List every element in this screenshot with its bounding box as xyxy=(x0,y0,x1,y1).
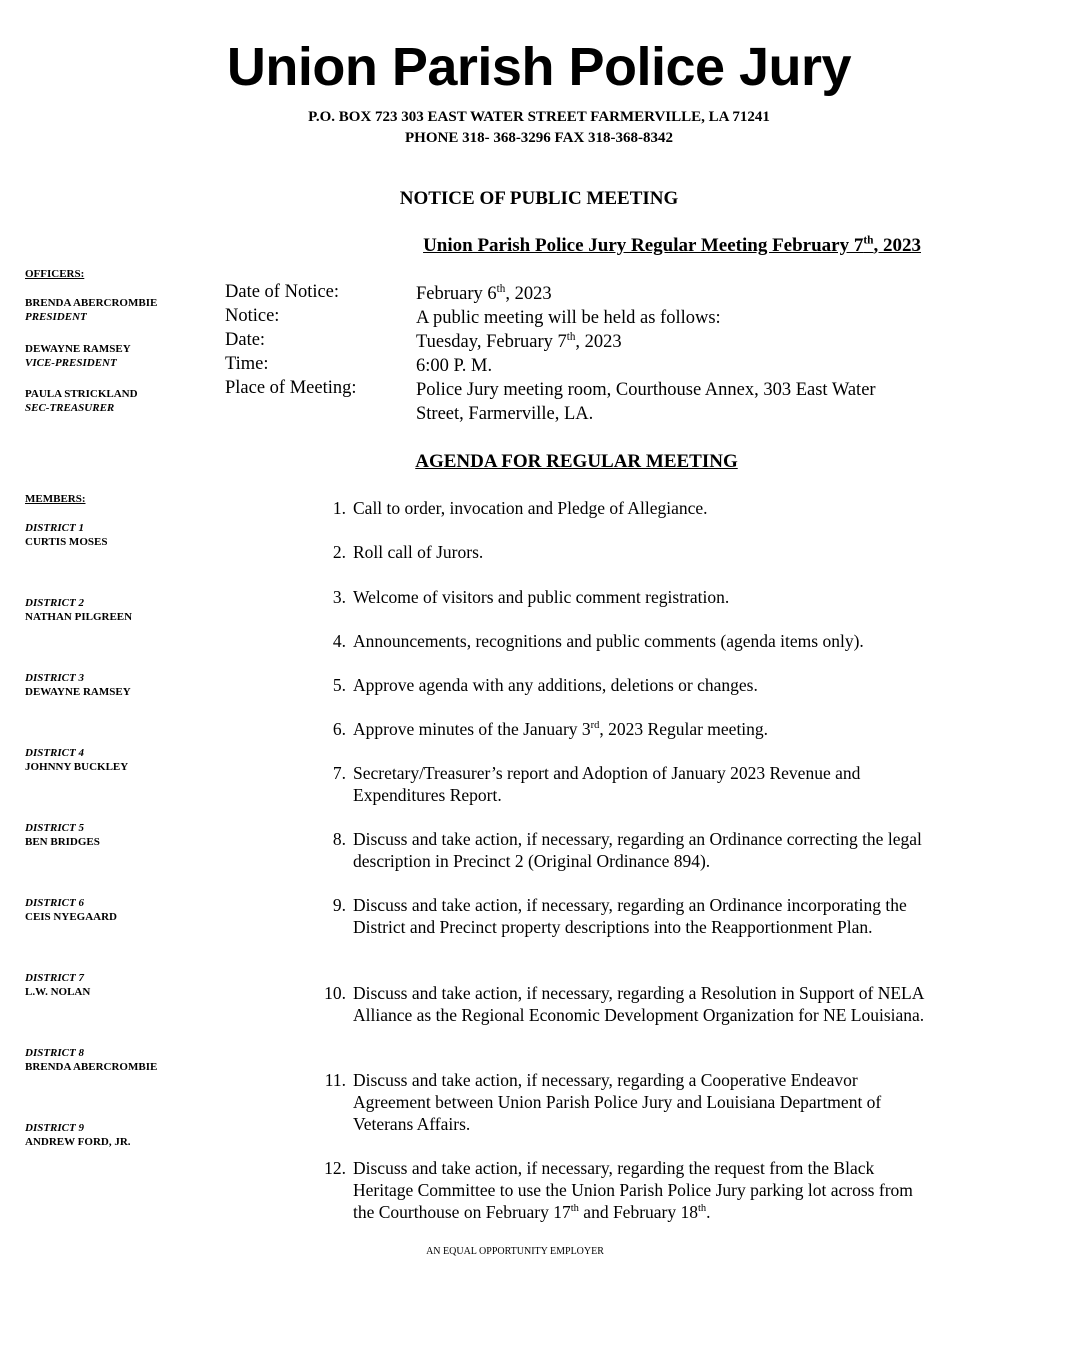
officer xyxy=(25,343,131,371)
agenda-item-text: Discuss and take action, if necessary, regarding an Ordinance incorporating the District and Precinct property descriptions into the Reapportionment Plan. xyxy=(353,895,907,937)
meeting-title-text: Union Parish Police Jury Regular Meeting February 7 xyxy=(423,235,864,256)
member-district: DISTRICT 7 xyxy=(25,972,84,984)
agenda-item-sup: th xyxy=(698,1203,707,1215)
date-of-notice-year: , 2023 xyxy=(505,284,552,304)
member-district: DISTRICT 3 xyxy=(25,672,84,684)
members-heading: MEMBERS: xyxy=(25,493,86,505)
officer-name: PAULA STRICKLAND xyxy=(25,388,138,400)
officer-role: VICE-PRESIDENT xyxy=(25,356,117,369)
agenda-item-number: 5. xyxy=(332,675,346,695)
member-district: DISTRICT 1 xyxy=(25,522,84,534)
member xyxy=(25,672,131,700)
agenda-item-text xyxy=(353,718,928,740)
agenda-item-number: 11. xyxy=(324,1070,346,1090)
officers-heading: OFFICERS: xyxy=(25,268,85,280)
agenda-item-text-start: Discuss and take action, if necessary, regarding the request from the Black Heritage Committee to use the Union Parish Police Jury parking lot across from the Courthouse on February 17 xyxy=(353,1158,913,1222)
member xyxy=(25,597,132,625)
date-label: Date: xyxy=(225,330,266,350)
notice-label: Notice: xyxy=(225,306,280,326)
agenda-item-number: 10. xyxy=(324,983,346,1003)
date-year: , 2023 xyxy=(575,332,622,352)
header-address: P.O. BOX 723 303 EAST WATER STREET FARMERVILLE, LA 71241 xyxy=(308,109,770,125)
member-district: DISTRICT 9 xyxy=(25,1122,84,1134)
page-title: Union Parish Police Jury xyxy=(226,37,852,97)
member-name: NATHAN PILGREEN xyxy=(25,610,133,623)
date-sup: th xyxy=(566,330,576,343)
member-name: BRENDA ABERCROMBIE xyxy=(25,1060,158,1073)
member-district: DISTRICT 8 xyxy=(25,1047,84,1059)
agenda-item-number: 1. xyxy=(332,498,346,518)
member xyxy=(25,1047,157,1075)
officer-role: PRESIDENT xyxy=(25,310,87,323)
agenda-item-text: Discuss and take action, if necessary, regarding an Ordinance correcting the legal description in Precinct 2 (Original Ordinance 894). xyxy=(353,829,922,871)
agenda-item-number: 9. xyxy=(332,895,346,915)
agenda-item-number: 3. xyxy=(332,587,346,607)
meeting-title-year: , 2023 xyxy=(873,235,921,256)
header-phone: PHONE 318- 368-3296 FAX 318-368-8342 xyxy=(404,130,674,146)
agenda-item-text xyxy=(353,1157,928,1223)
member xyxy=(25,897,117,925)
member-name: JOHNNY BUCKLEY xyxy=(25,760,129,773)
member-district: DISTRICT 6 xyxy=(25,897,84,909)
member-district: DISTRICT 5 xyxy=(25,822,84,834)
agenda-item-sup: rd xyxy=(590,720,600,732)
member xyxy=(25,1122,131,1150)
agenda-item-text: Discuss and take action, if necessary, regarding a Cooperative Endeavor Agreement between Union Parish Police Jury and Louisiana Department of Veterans Affairs. xyxy=(353,1070,882,1134)
agenda-item-number: 12. xyxy=(324,1158,346,1178)
member xyxy=(25,822,100,850)
meeting-title-sup: th xyxy=(863,234,874,247)
agenda-item-text-start: Approve minutes of the January 3 xyxy=(353,719,591,739)
member-name: DEWAYNE RAMSEY xyxy=(25,685,131,698)
agenda-item-text: Announcements, recognitions and public comments (agenda items only). xyxy=(353,631,864,651)
member-name: CURTIS MOSES xyxy=(25,535,108,548)
date-of-notice-value xyxy=(416,282,916,306)
notice-title: NOTICE OF PUBLIC MEETING xyxy=(399,188,679,209)
agenda-item-number: 2. xyxy=(332,542,346,562)
place-label: Place of Meeting: xyxy=(225,378,357,398)
agenda-item-text: Discuss and take action, if necessary, regarding a Resolution in Support of NELA Alliance as the Regional Economic Development Organization for NE Louisiana. xyxy=(353,983,925,1025)
member-district: DISTRICT 2 xyxy=(25,597,84,609)
agenda-title: AGENDA FOR REGULAR MEETING xyxy=(415,451,738,472)
member-name: BEN BRIDGES xyxy=(25,835,100,848)
member-name: ANDREW FORD, JR. xyxy=(25,1135,131,1148)
date-of-notice-label: Date of Notice: xyxy=(225,282,340,302)
agenda-item-text: Secretary/Treasurer’s report and Adoption of January 2023 Revenue and Expenditures Report. xyxy=(353,763,861,805)
notice-value: A public meeting will be held as follows: xyxy=(416,308,721,328)
time-value: 6:00 P. M. xyxy=(416,356,493,376)
member xyxy=(25,747,128,775)
member-district: DISTRICT 4 xyxy=(25,747,84,759)
agenda-item-text: Approve agenda with any additions, deletions or changes. xyxy=(353,675,758,695)
agenda-item-text: Call to order, invocation and Pledge of Allegiance. xyxy=(353,498,708,518)
agenda-item-number: 4. xyxy=(332,631,346,651)
footer-equal-opportunity: AN EQUAL OPPORTUNITY EMPLOYER xyxy=(426,1246,604,1257)
agenda-item-text: Welcome of visitors and public comment registration. xyxy=(353,587,730,607)
agenda-item-number: 8. xyxy=(332,829,346,849)
officer-name: DEWAYNE RAMSEY xyxy=(25,343,131,355)
agenda-item-number: 7. xyxy=(332,763,346,783)
officer-name: BRENDA ABERCROMBIE xyxy=(25,297,158,309)
meeting-title xyxy=(423,236,921,255)
agenda-item-text-end: . xyxy=(706,1202,711,1222)
date-text: Tuesday, February 7 xyxy=(416,332,567,352)
officer xyxy=(25,388,138,416)
member-name: CEIS NYEGAARD xyxy=(25,910,117,923)
place-value: Police Jury meeting room, Courthouse Annex, 303 East Water Street, Farmerville, LA. xyxy=(416,380,876,424)
agenda-item-sup: th xyxy=(570,1203,579,1215)
member xyxy=(25,972,90,1000)
date-of-notice-sup: th xyxy=(496,282,506,295)
agenda-item-text: Roll call of Jurors. xyxy=(353,542,484,562)
date-value xyxy=(416,330,916,354)
date-of-notice-text: February 6 xyxy=(416,284,497,304)
member-name: L.W. NOLAN xyxy=(25,985,91,998)
member xyxy=(25,522,107,550)
agenda-item-number: 6. xyxy=(332,719,346,739)
agenda-item-text-middle: and February 18 xyxy=(578,1202,698,1222)
officer xyxy=(25,297,157,325)
agenda-item-text-end: , 2023 Regular meeting. xyxy=(599,719,769,739)
time-label: Time: xyxy=(225,354,269,374)
officer-role: SEC-TREASURER xyxy=(25,401,115,414)
